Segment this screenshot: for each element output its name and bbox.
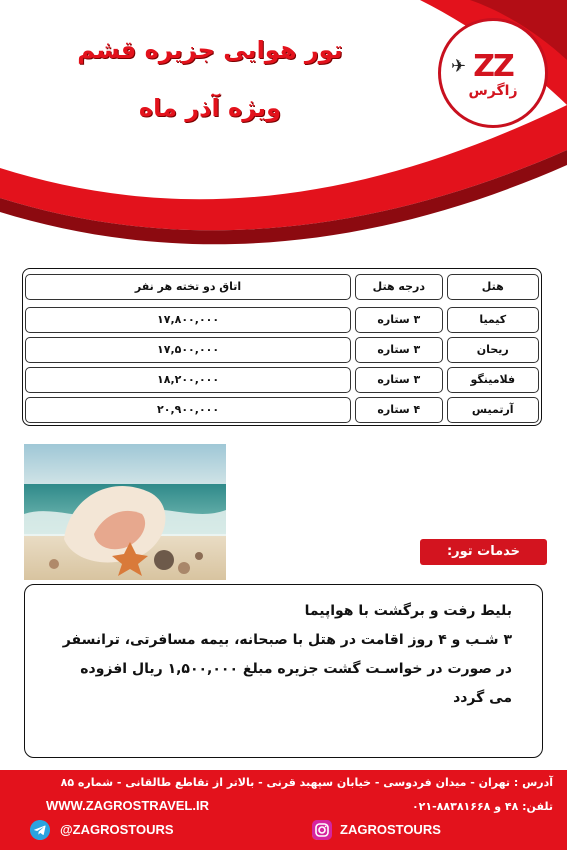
website-link[interactable]: WWW.ZAGROSTRAVEL.IR <box>46 798 209 813</box>
hotel-grade: ۴ ستاره <box>355 397 442 423</box>
footer-address: آدرس : تهران - میدان فردوسی - خیابان سپهبد قرنی - بالاتر از تقاطع طالقانی - شماره ۸۵ <box>60 776 553 789</box>
services-box <box>24 584 543 758</box>
seashell-beach-photo <box>24 444 226 580</box>
hotel-price: ۱۷,۸۰۰,۰۰۰ <box>25 307 351 333</box>
footer <box>0 770 567 850</box>
service-line: در صورت در خواسـت گشت جزیره مبلغ ۱,۵۰۰,۰۰۰ ریال افزوده <box>80 661 512 677</box>
hotel-grade: ۳ ستاره <box>355 337 442 363</box>
logo-mark: ZZ <box>473 49 513 84</box>
hotel-name: آرتمیس <box>447 397 539 423</box>
hotel-name: ریحان <box>447 337 539 363</box>
table-header-row <box>23 269 541 305</box>
header-price: اتاق دو تخته هر نفر <box>25 274 351 300</box>
table-row <box>23 335 541 365</box>
service-line: می گردد <box>453 690 512 706</box>
instagram-handle[interactable]: ZAGROSTOURS <box>340 822 441 837</box>
hotel-name: کیمیا <box>447 307 539 333</box>
services-label-badge <box>420 539 547 565</box>
telegram-icon <box>30 820 50 840</box>
table-row <box>23 395 541 425</box>
hotel-price: ۱۸,۲۰۰,۰۰۰ <box>25 367 351 393</box>
table-row <box>23 305 541 335</box>
service-line: ۳ شـب و ۴ روز اقامت در هتل با صبحانه، بیمه مسافرتی، ترانسفر <box>62 632 512 648</box>
hotel-price: ۲۰,۹۰۰,۰۰۰ <box>25 397 351 423</box>
instagram-icon <box>312 820 332 840</box>
table-row <box>23 365 541 395</box>
hotel-grade: ۳ ستاره <box>355 307 442 333</box>
airplane-icon: ✈ <box>451 56 467 77</box>
tour-subtitle: ویژه آذر ماه <box>138 94 282 122</box>
price-table <box>22 268 542 426</box>
logo-name: زاگرس <box>468 83 518 99</box>
hotel-name: فلامینگو <box>447 367 539 393</box>
telegram-handle[interactable]: @ZAGROSTOURS <box>60 822 174 837</box>
brand-logo <box>438 18 548 128</box>
services-label: خدمات تور: <box>446 544 521 559</box>
hotel-grade: ۳ ستاره <box>355 367 442 393</box>
tour-title: تور هوایی جزیره قشم <box>77 36 343 64</box>
hotel-price: ۱۷,۵۰۰,۰۰۰ <box>25 337 351 363</box>
header-grade: درجه هتل <box>355 274 442 300</box>
footer-phone: تلفن: ۴۸ و ۸۸۳۸۱۶۶۸-۰۲۱ <box>411 800 553 813</box>
header-hotel: هتل <box>447 274 539 300</box>
service-line: بلیط رفت و برگشت با هواپیما <box>304 603 512 619</box>
